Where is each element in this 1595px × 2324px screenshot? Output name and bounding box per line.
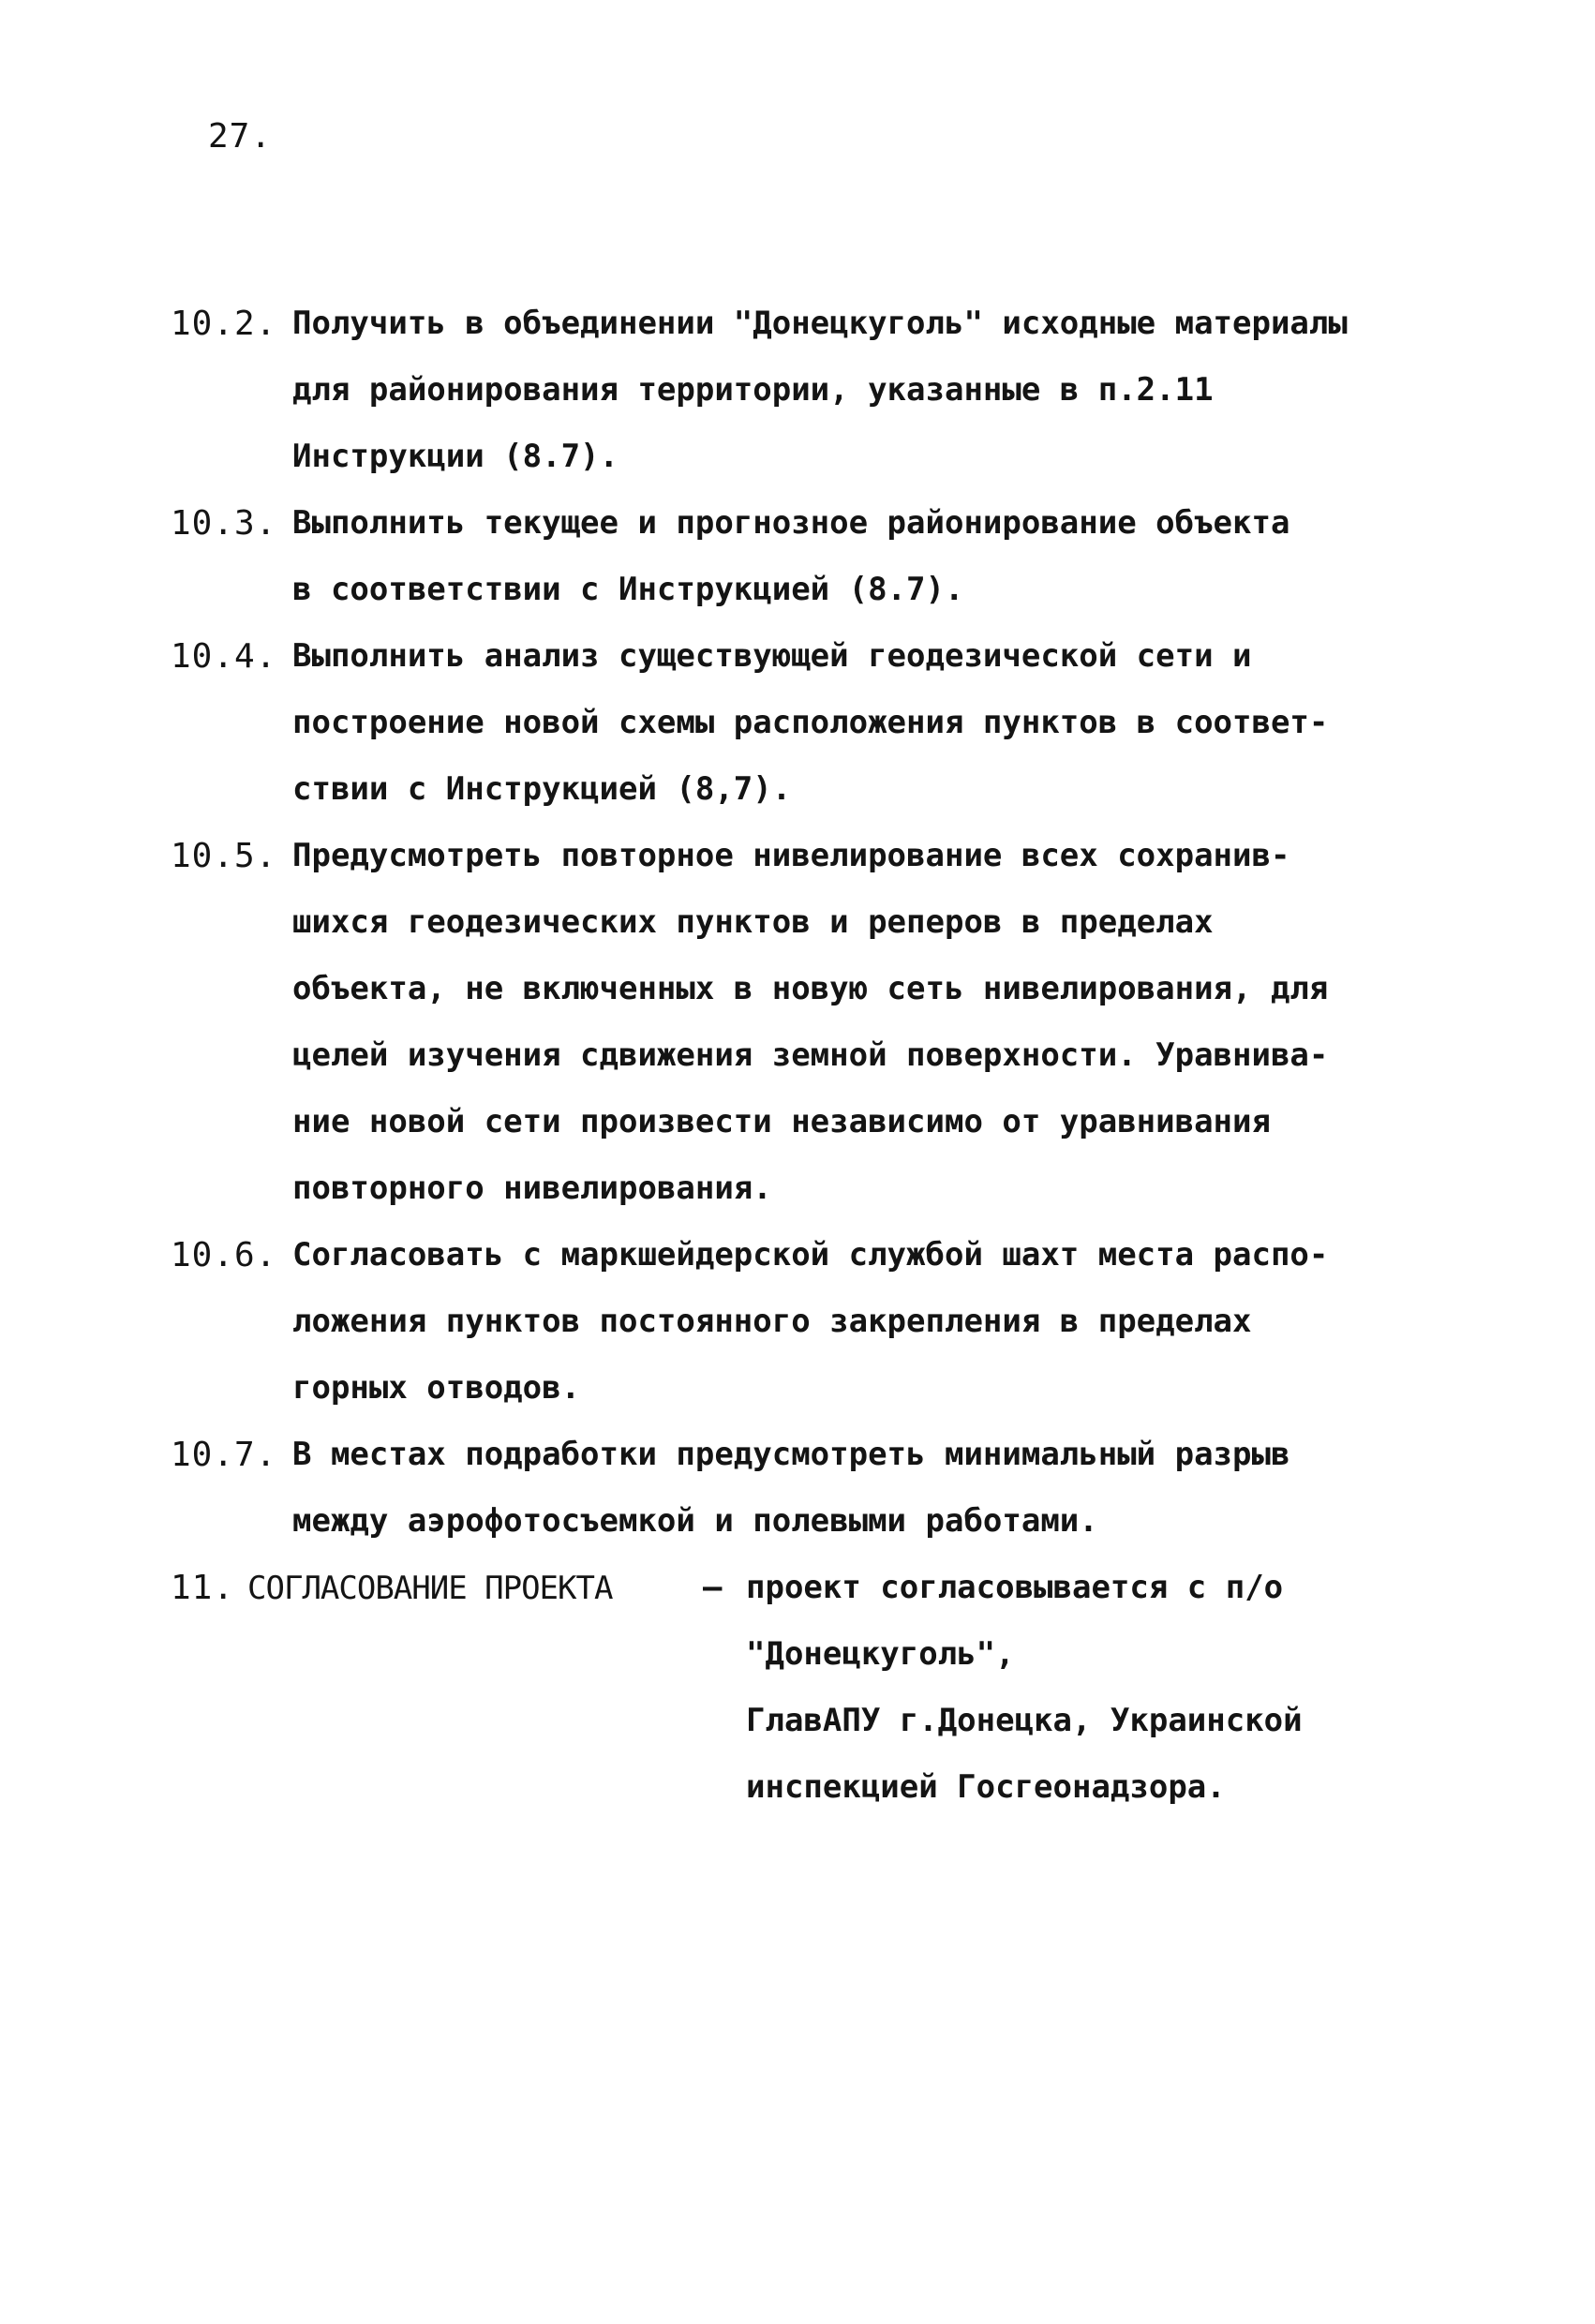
- item-text-line: Выполнить текущее и прогнозное районирование объекта: [292, 504, 1290, 542]
- item-text-line: объекта, не включенных в новую сеть нивелирования, для: [292, 970, 1329, 1007]
- item-text-line: для районирования территории, указанные в п.2.11: [292, 371, 1214, 409]
- section-dash: –: [703, 1569, 723, 1606]
- item-text-line: Инструкции (8.7).: [292, 438, 619, 475]
- list-item: [171, 290, 1464, 490]
- page-number: 27.: [208, 117, 273, 156]
- section-text-line: "Донецкуголь",: [746, 1635, 1015, 1673]
- item-text-line: ложения пунктов постоянного закрепления в пределах: [292, 1303, 1252, 1340]
- section-text-line: ГлавАПУ г.Донецка, Украинской: [746, 1702, 1303, 1739]
- item-text-line: шихся геодезических пунктов и реперов в пределах: [292, 903, 1214, 941]
- item-text-line: Получить в объединении "Донецкуголь" исходные материалы: [292, 305, 1348, 342]
- list-item: [171, 490, 1464, 623]
- item-text-line: В местах подработки предусмотреть минимальный разрыв: [292, 1436, 1290, 1473]
- item-number: 10.5.: [171, 837, 277, 875]
- section-text-line: проект согласовывается с п/о: [746, 1569, 1284, 1606]
- item-number: 10.7.: [171, 1436, 277, 1474]
- item-text-line: построение новой схемы расположения пунктов в соответ-: [292, 704, 1329, 741]
- section-text-line: инспекцией Госгеонадзора.: [746, 1768, 1226, 1806]
- section-title: СОГЛАСОВАНИЕ ПРОЕКТА: [247, 1570, 613, 1607]
- item-text-line: целей изучения сдвижения земной поверхности. Уравнива-: [292, 1036, 1329, 1074]
- item-text-line: в соответствии с Инструкцией (8.7).: [292, 571, 964, 608]
- item-number: 10.4.: [171, 637, 277, 676]
- section-number: 11.: [171, 1569, 235, 1607]
- item-text-line: Согласовать с маркшейдерской службой шахт места распо-: [292, 1236, 1329, 1274]
- section-text: [746, 1555, 1303, 1821]
- list-item: [171, 1222, 1464, 1422]
- item-number: 10.2.: [171, 305, 277, 343]
- item-text-line: между аэрофотосъемкой и полевыми работами.: [292, 1502, 1098, 1540]
- item-text-line: ствии с Инструкцией (8,7).: [292, 770, 792, 808]
- section-heading: [171, 1555, 612, 1622]
- item-text-line: повторного нивелирования.: [292, 1169, 772, 1207]
- document-body: [171, 290, 1464, 1821]
- item-text-line: ние новой сети произвести независимо от уравнивания: [292, 1103, 1271, 1140]
- list-item: [171, 623, 1464, 823]
- item-number: 10.3.: [171, 504, 277, 543]
- item-text-line: Выполнить анализ существующей геодезической сети и: [292, 637, 1252, 675]
- approval-section: [171, 1555, 1464, 1821]
- item-number: 10.6.: [171, 1236, 277, 1274]
- item-text-line: Предусмотреть повторное нивелирование всех сохранив-: [292, 837, 1290, 874]
- item-text-line: горных отводов.: [292, 1369, 581, 1407]
- list-item: [171, 823, 1464, 1222]
- list-item: [171, 1422, 1464, 1555]
